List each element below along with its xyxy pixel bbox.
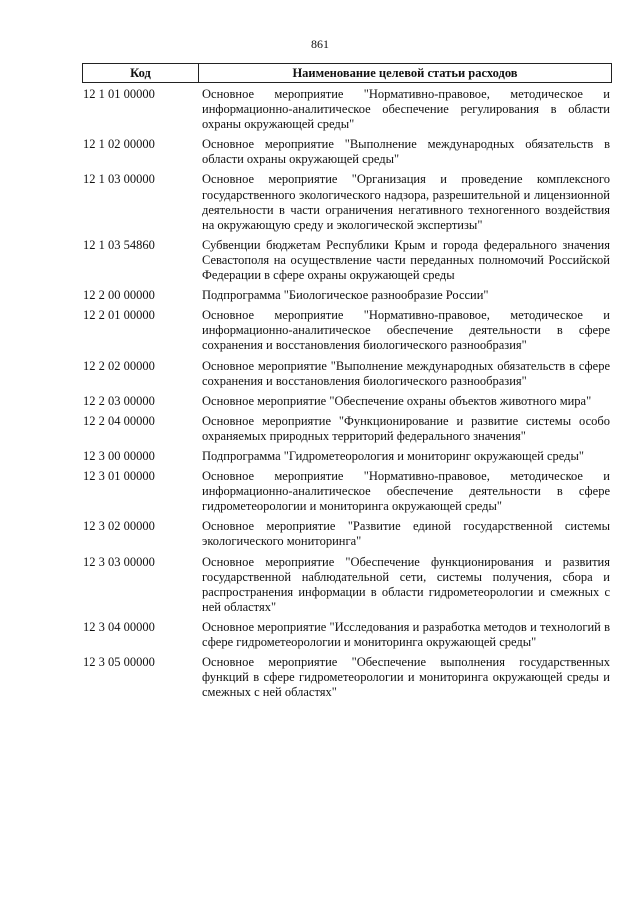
table-row	[82, 359, 612, 389]
table-row	[82, 288, 612, 303]
page-number: 861	[311, 37, 329, 51]
table-row	[82, 172, 612, 232]
row-name: Основное мероприятие "Нормативно-правовое, методическое и информационно-аналитическое обеспечение регулирования в области охраны окружающей среды"	[202, 87, 610, 132]
row-name: Основное мероприятие "Исследования и разработка методов и технологий в сфере гидрометеорологии и мониторинга окружающей среды"	[202, 619, 610, 649]
row-name: Субвенции бюджетам Республики Крым и города федерального значения Севастополя на осуществление части переданных полномочий Российской Федерации в сфере охраны окружающей среды	[202, 237, 610, 283]
row-code: 12 3 05 00000	[83, 655, 155, 670]
row-name: Основное мероприятие "Обеспечение выполнения государственных функций в сфере гидрометеорологии и мониторинга окружающей среды и смежных с ней областях"	[202, 655, 610, 700]
table-row	[82, 137, 612, 167]
budget-table	[82, 63, 612, 700]
row-code: 12 3 03 00000	[83, 554, 155, 569]
header-name: Наименование целевой статьи расходов	[292, 65, 518, 80]
table-header	[82, 63, 612, 83]
table-row	[82, 394, 612, 409]
row-code: 12 2 02 00000	[83, 358, 155, 373]
row-code: 12 3 02 00000	[83, 519, 155, 534]
row-name: Основное мероприятие "Организация и проведение комплексного государственного экологического надзора, разрешительной и лицензионной деятельности в части ограничения негативного техногенного воздействия на окружающую среду и экологической экспертизы"	[202, 172, 610, 232]
row-code: 12 2 01 00000	[83, 308, 155, 323]
row-name: Основное мероприятие "Развитие единой государственной системы экологического мониторинга"	[202, 519, 610, 549]
row-code: 12 2 03 00000	[83, 393, 155, 408]
row-name: Основное мероприятие "Нормативно-правовое, методическое и информационно-аналитическое обеспечение деятельности в сфере гидрометеорологии и мониторинга окружающей среды"	[202, 469, 610, 514]
table-row	[82, 519, 612, 549]
row-code: 12 3 01 00000	[83, 469, 155, 484]
table-row	[82, 620, 612, 650]
row-code: 12 1 02 00000	[83, 137, 155, 152]
row-name: Подпрограмма "Гидрометеорология и мониторинг окружающей среды"	[202, 448, 585, 463]
row-name: Основное мероприятие "Функционирование и развитие системы особо охраняемых природных территорий федерального значения"	[202, 413, 610, 443]
row-name: Основное мероприятие "Выполнение международных обязательств в области охраны окружающей среды"	[202, 137, 610, 167]
row-code: 12 1 03 54860	[83, 237, 155, 252]
table-row	[82, 414, 612, 444]
table-row	[82, 655, 612, 700]
row-code: 12 2 00 00000	[83, 288, 155, 303]
row-name: Подпрограмма "Биологическое разнообразие России"	[202, 288, 489, 303]
table-row	[82, 449, 612, 464]
table-row	[82, 308, 612, 353]
row-code: 12 2 04 00000	[83, 413, 155, 428]
row-code: 12 1 01 00000	[83, 87, 155, 101]
header-code: Код	[83, 64, 199, 82]
row-name: Основное мероприятие "Нормативно-правовое, методическое и информационно-аналитическое обеспечение деятельности в сфере сохранения и восстановления биологического разнообразия"	[202, 308, 610, 353]
table-row	[82, 87, 612, 132]
table-row	[82, 555, 612, 615]
row-name: Основное мероприятие "Обеспечение охраны объектов животного мира"	[202, 393, 592, 408]
row-code: 12 3 00 00000	[83, 448, 155, 463]
row-code: 12 3 04 00000	[83, 619, 155, 634]
row-code: 12 1 03 00000	[83, 172, 155, 187]
row-name: Основное мероприятие "Выполнение международных обязательств в сфере сохранения и восстановления биологического разнообразия"	[202, 358, 610, 388]
table-row	[82, 238, 612, 283]
table-row	[82, 469, 612, 514]
row-name: Основное мероприятие "Обеспечение функционирования и развития государственной наблюдательной сети, системы получения, сбора и распространения информации в области гидрометеорологии и смежных с ней областях"	[202, 554, 610, 614]
